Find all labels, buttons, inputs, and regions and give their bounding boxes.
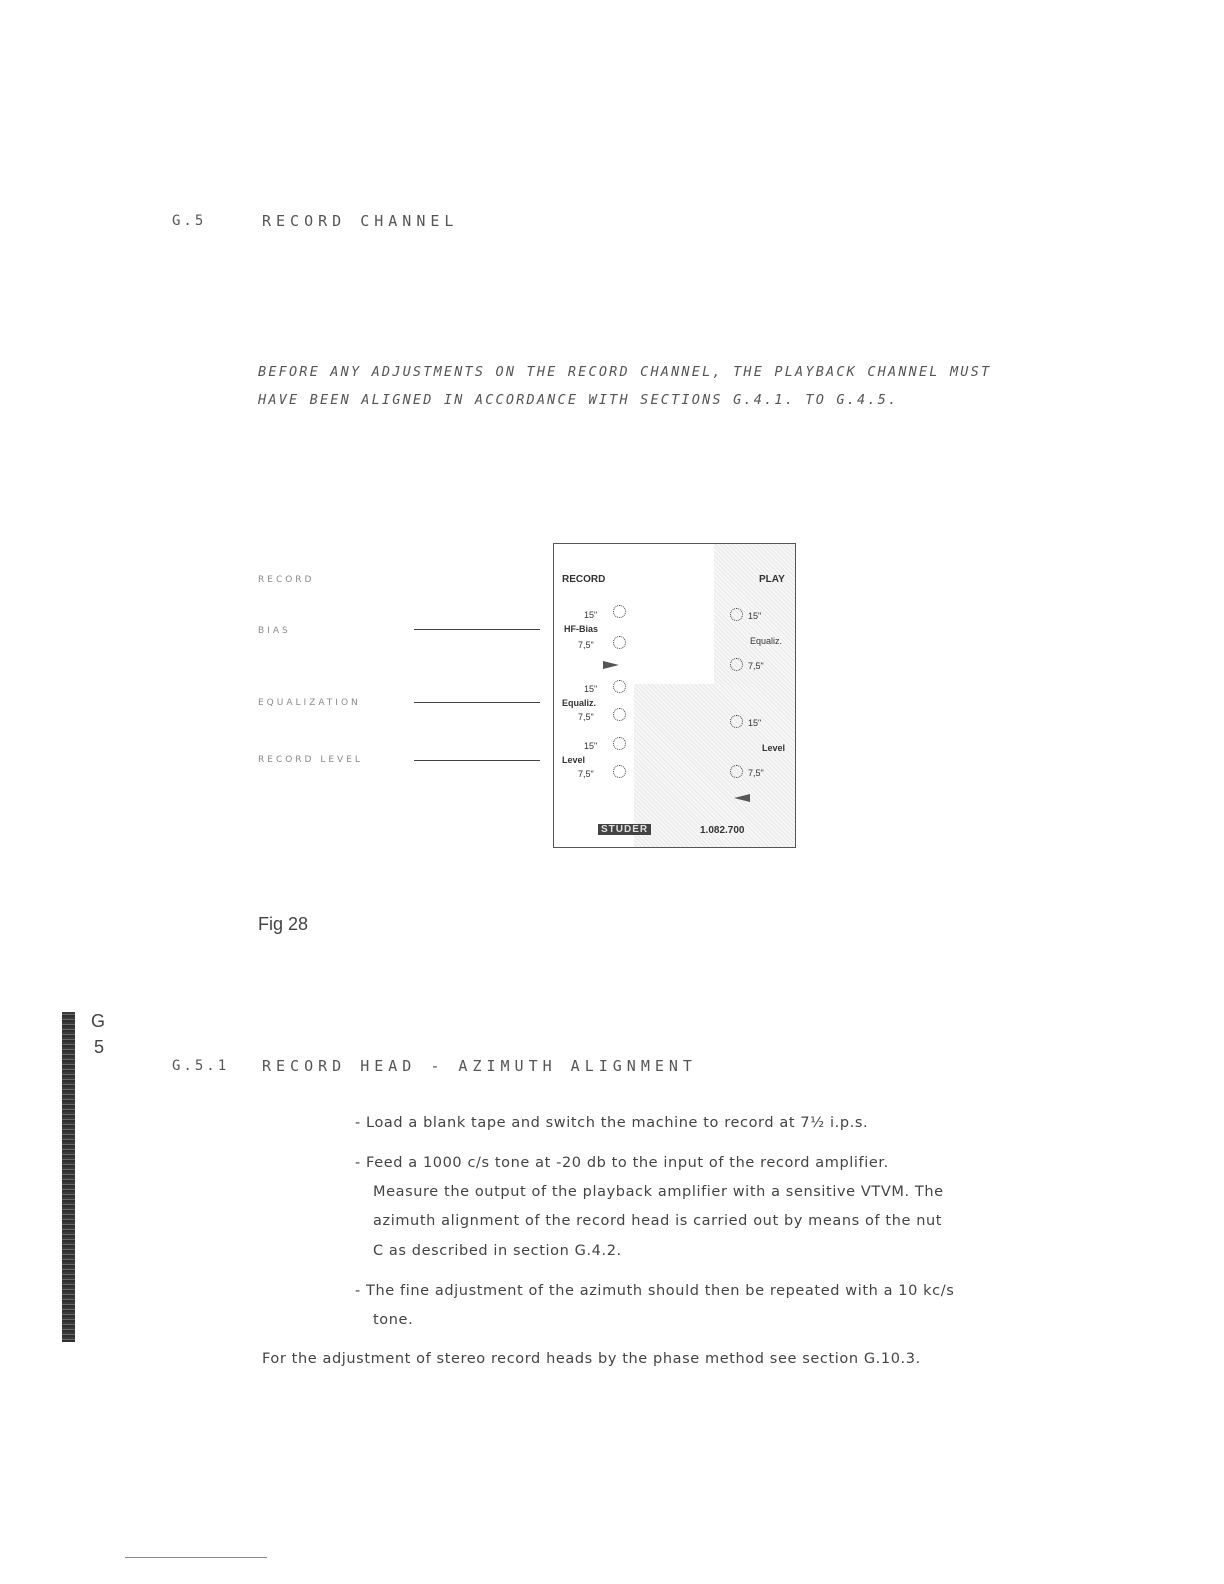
bias-15-trimmer-icon — [613, 605, 626, 618]
level-75-trimmer-icon — [613, 765, 626, 778]
play-eq-75-label: 7,5" — [748, 661, 764, 671]
leader-line-record-level — [414, 760, 540, 761]
subsection-number: G.5.1 — [172, 1058, 230, 1074]
record-arrow-icon — [603, 661, 619, 669]
play-level-15-label: 15" — [748, 718, 762, 728]
bias-15-label: 15" — [584, 610, 598, 620]
section-tab-letter: G — [91, 1011, 106, 1031]
play-level-label: Level — [762, 743, 786, 753]
figure-caption: Fig 28 — [258, 914, 309, 934]
section-tab-bar — [62, 1012, 75, 1342]
section-number: G.5 — [172, 213, 207, 229]
level-75-label: 7,5" — [578, 769, 594, 779]
stereo-heads-note: For the adjustment of stereo record heads by the phase method see section G.10.3. — [262, 1351, 921, 1367]
figure-label-equalization: EQUALIZATION — [258, 698, 361, 708]
bias-label: HF-Bias — [564, 624, 599, 634]
section-title: RECORD CHANNEL — [262, 212, 459, 230]
panel-shade-bottom — [634, 684, 796, 848]
instruction-step-3-cont: tone. — [373, 1312, 414, 1328]
warning-note-line-2: HAVE BEEN ALIGNED IN ACCORDANCE WITH SECTIONS G.4.1. TO G.4.5. — [258, 392, 899, 408]
play-level-75-trimmer-icon — [730, 765, 743, 778]
figure-label-record-level: RECORD LEVEL — [258, 755, 363, 765]
level-15-trimmer-icon — [613, 737, 626, 750]
play-eq-label: Equaliz. — [750, 636, 783, 646]
eq-75-label: 7,5" — [578, 712, 594, 722]
play-eq-15-trimmer-icon — [730, 608, 743, 621]
level-label: Level — [562, 755, 586, 765]
play-eq-15-label: 15" — [748, 611, 762, 621]
level-15-label: 15" — [584, 741, 598, 751]
control-panel-diagram — [553, 543, 796, 848]
bias-75-trimmer-icon — [613, 636, 626, 649]
leader-line-equalization — [414, 702, 540, 703]
eq-75-trimmer-icon — [613, 708, 626, 721]
play-level-75-label: 7,5" — [748, 768, 764, 778]
bias-75-label: 7,5" — [578, 640, 594, 650]
instruction-step-1: - Load a blank tape and switch the machine to record at 7½ i.p.s. — [355, 1115, 869, 1131]
eq-15-trimmer-icon — [613, 680, 626, 693]
instruction-step-3: - The fine adjustment of the azimuth should then be repeated with a 10 kc/s — [355, 1283, 955, 1299]
instruction-step-2-cont-1: Measure the output of the playback amplifier with a sensitive VTVM. The — [373, 1184, 944, 1200]
footnote-rule — [125, 1557, 267, 1558]
eq-15-label: 15" — [584, 684, 598, 694]
figure-label-record: RECORD — [258, 575, 315, 585]
brand-logo: STUDER — [598, 824, 651, 835]
leader-line-bias — [414, 629, 540, 630]
warning-note-line-1: BEFORE ANY ADJUSTMENTS ON THE RECORD CHANNEL, THE PLAYBACK CHANNEL MUST — [258, 364, 992, 380]
play-eq-75-trimmer-icon — [730, 658, 743, 671]
figure-label-bias: BIAS — [258, 626, 291, 636]
subsection-title: RECORD HEAD - AZIMUTH ALIGNMENT — [262, 1057, 697, 1075]
play-panel-title: PLAY — [759, 574, 785, 585]
eq-label: Equaliz. — [562, 698, 597, 708]
play-arrow-icon — [734, 794, 750, 802]
section-tab-number: 5 — [94, 1037, 105, 1057]
part-number: 1.082.700 — [700, 825, 745, 836]
instruction-step-2-cont-2: azimuth alignment of the record head is carried out by means of the nut — [373, 1213, 943, 1229]
play-level-15-trimmer-icon — [730, 715, 743, 728]
record-panel-title: RECORD — [562, 574, 606, 585]
instruction-step-2-cont-3: C as described in section G.4.2. — [373, 1243, 622, 1259]
instruction-step-2: - Feed a 1000 c/s tone at -20 db to the input of the record amplifier. — [355, 1155, 889, 1171]
